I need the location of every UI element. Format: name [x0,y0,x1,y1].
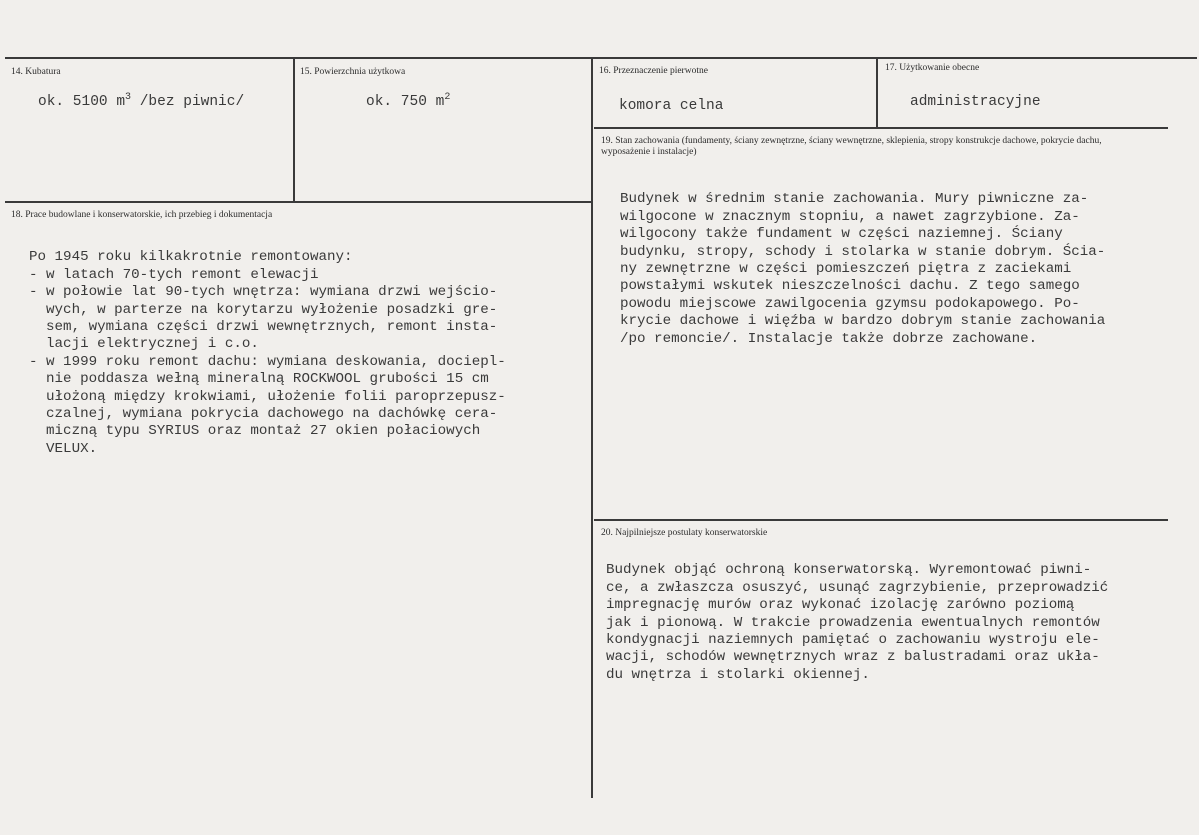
field17-value: administracyjne [910,94,1041,110]
field20-line: kondygnacji naziemnych pamiętać o zachowaniu wystroju ele- [606,632,1100,649]
field18-line: lacji elektrycznej i c.o. [29,336,259,353]
center-divider [591,58,593,798]
field19-line: wilgocony także fundament w części naziemnej. Ściany [620,226,1063,243]
field20-line: wacji, schodów wewnętrznych wraz z balustradami oraz ukła- [606,649,1100,666]
field15-value [366,92,450,110]
field18-line: czalnej, wymiana pokrycia dachowego na dachówkę cera- [29,406,498,423]
field18-line: ułożoną między krokwiami, ułożenie folii paroprzepusz- [29,388,506,405]
field19-line: budynku, stropy, schody i stolarka w stanie dobrym. Ścia- [620,243,1106,260]
field15-unit-exponent: 2 [444,92,451,103]
field15-label: 15. Powierzchnia użytkowa [300,67,406,77]
field20-line: jak i pionową. W trakcie prowadzenia ewentualnych remontów [606,614,1100,631]
field19-line: powodu miejscowe zawilgocenia gzymsu podokapowego. Po- [620,295,1080,312]
field18-text [29,232,506,493]
field18-line: wych, w parterze na korytarzu wyłożenie posadzki gre- [29,301,498,318]
field16-label: 16. Przeznaczenie pierwotne [599,66,708,76]
field18-line: sem, wymiana części drzwi wewnętrznych, remont insta- [29,319,498,336]
field18-line: nie poddasza wełną mineralną ROCKWOOL grubości 15 cm [29,371,489,388]
field19-text [620,174,1105,383]
field16-value: komora celna [619,98,724,114]
field14-value [38,92,244,110]
field14-note: /bez piwnic/ [131,93,245,110]
field19-line: powstałymi wskutek nieszczelności dachu. Z tego samego [620,278,1080,295]
rule-right-row2 [594,519,1168,521]
field20-label: 20. Najpilniejsze postulaty konserwatorskie [601,528,768,538]
field20-line: ce, a zwłaszcza osuszyć, usunąć zagrzybienie, przeprowadzić [606,579,1109,596]
field18-line: miczną typu SYRIUS oraz montaż 27 okien połaciowych [29,423,481,440]
field18-line: VELUX. [29,440,98,457]
field19-line: wilgocone w znacznym stopniu, a nawet zagrzybione. Za- [620,208,1080,225]
divider-16-17 [876,58,878,128]
field19-line: ny zewnętrzne w części pomieszczeń piętra z zaciekami [620,261,1072,278]
field19-line: /po remoncie/. Instalacje także dobrze zachowane. [620,330,1038,347]
field20-line: Budynek objąć ochroną konserwatorską. Wyremontować piwni- [606,562,1092,579]
field14-volume: ok. 5100 m [38,93,126,110]
field19-line: krycie dachowe i więźba w bardzo dobrym stanie zachowania [620,313,1106,330]
field18-line: - w połowie lat 90-tych wnętrza: wymiana drzwi wejścio- [29,284,498,301]
top-rule [5,57,1197,59]
field19-line: Budynek w średnim stanie zachowania. Mury piwniczne za- [620,191,1089,208]
field18-line: - w 1999 roku remont dachu: wymiana deskowania, dociepl- [29,353,506,370]
rule-left-row1 [5,201,591,203]
field20-line: impregnację murów oraz wykonać izolację zarówno poziomą [606,597,1075,614]
field14-unit-exponent: 3 [125,92,132,103]
field20-text [606,545,1108,719]
field14-label: 14. Kubatura [11,67,61,77]
field19-label: 19. Stan zachowania (fundamenty, ściany zewnętrzne, ściany wewnętrzne, sklepienia, stropy konstrukcje dachowe, pokrycie dachu, wyposażenie i instalacje) [601,136,1102,157]
divider-14-15 [293,58,295,202]
field17-label: 17. Użytkowanie obecne [885,63,980,73]
field20-line: du wnętrza i stolarki okiennej. [606,666,870,683]
field18-line: Po 1945 roku kilkakrotnie remontowany: [29,249,353,266]
field18-line: - w latach 70-tych remont elewacji [29,266,319,283]
field15-area: ok. 750 m [366,93,445,110]
rule-right-row1 [594,127,1168,129]
field18-label: 18. Prace budowlane i konserwatorskie, ich przebieg i dokumentacja [11,210,273,220]
